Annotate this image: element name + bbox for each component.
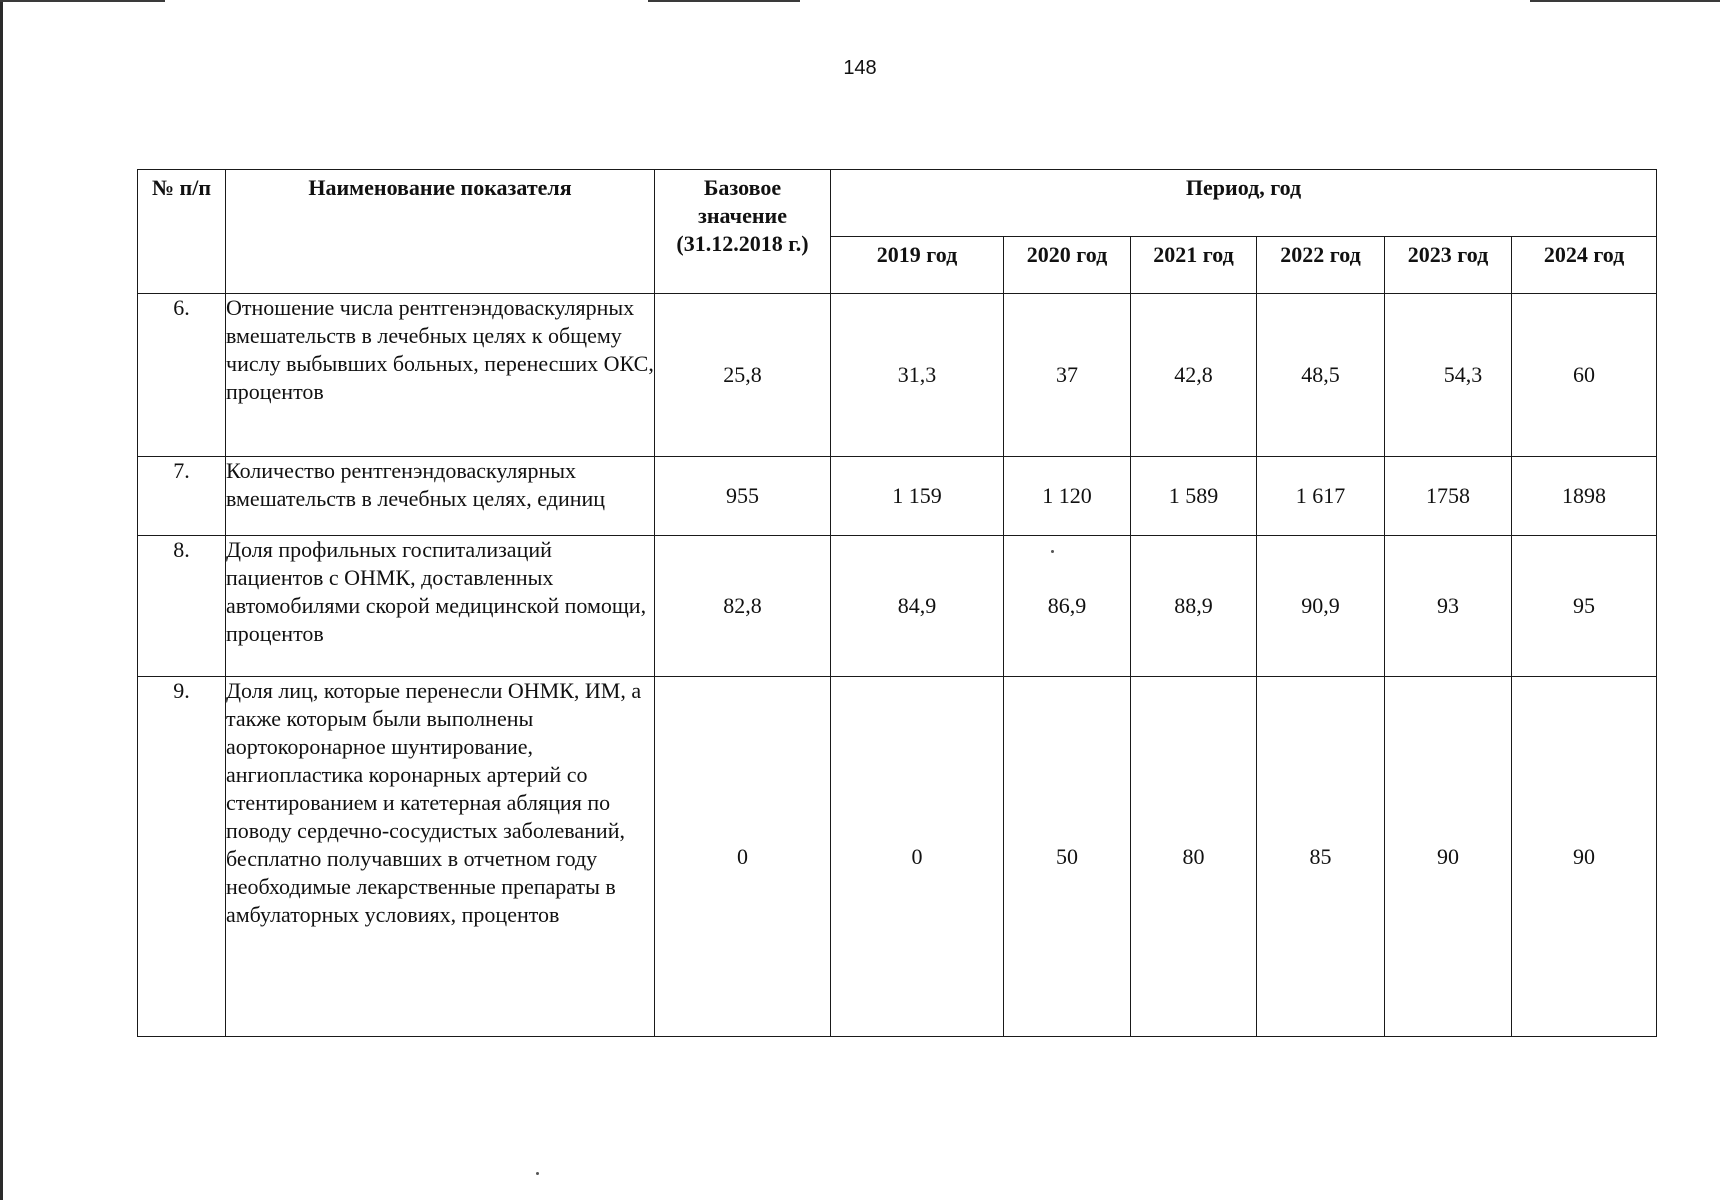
base-value: 25,8 (655, 294, 831, 457)
header-year: 2019 год (831, 237, 1004, 294)
header-year: 2023 год (1385, 237, 1512, 294)
header-name: Наименование показателя (226, 170, 655, 294)
year-value: 1 589 (1131, 457, 1257, 536)
row-number: 8. (138, 536, 226, 677)
year-value: 88,9 (1131, 536, 1257, 677)
indicators-table (137, 169, 1657, 1037)
year-value: 84,9 (831, 536, 1004, 677)
scan-speck (536, 1172, 539, 1175)
year-value: 50 (1004, 677, 1131, 1037)
base-value: 955 (655, 457, 831, 536)
year-value: 37 (1004, 294, 1131, 457)
year-value: 90 (1385, 677, 1512, 1037)
table-row (138, 677, 1657, 1037)
header-num: № п/п (138, 170, 226, 294)
scan-edge-left (0, 0, 3, 1200)
year-value: 95 (1512, 536, 1657, 677)
scan-edge-top-middle (648, 0, 800, 2)
year-value: 0 (831, 677, 1004, 1037)
year-value: 1 159 (831, 457, 1004, 536)
indicator-name: Отношение числа рентгенэндоваскулярных вмешательств в лечебных целях к общему числу выбывших больных, перенесших ОКС, процентов (226, 294, 655, 457)
year-value: 86,9 (1004, 536, 1131, 677)
header-year: 2021 год (1131, 237, 1257, 294)
row-number: 9. (138, 677, 226, 1037)
year-value: 42,8 (1131, 294, 1257, 457)
page-number: 148 (843, 57, 877, 79)
year-value: 85 (1257, 677, 1385, 1037)
year-value: 90,9 (1257, 536, 1385, 677)
header-year: 2024 год (1512, 237, 1657, 294)
header-row-top (138, 170, 1657, 237)
header-base: Базовое значение (31.12.2018 г.) (655, 170, 831, 294)
year-value: 31,3 (831, 294, 1004, 457)
header-year: 2020 год (1004, 237, 1131, 294)
table-row (138, 294, 1657, 457)
indicator-name: Доля профильных госпитализаций пациентов с ОНМК, доставленных автомобилями скорой медицинской помощи, процентов (226, 536, 655, 677)
year-value: 54,3 (1385, 294, 1512, 457)
base-value: 82,8 (655, 536, 831, 677)
year-value: 90 (1512, 677, 1657, 1037)
year-value: 1898 (1512, 457, 1657, 536)
base-value: 0 (655, 677, 831, 1037)
table-row (138, 457, 1657, 536)
year-value: 1 617 (1257, 457, 1385, 536)
header-year: 2022 год (1257, 237, 1385, 294)
year-value: 80 (1131, 677, 1257, 1037)
year-value: 60 (1512, 294, 1657, 457)
header-period: Период, год (831, 170, 1657, 237)
scan-speck (1051, 550, 1054, 553)
year-value: 1758 (1385, 457, 1512, 536)
scan-edge-top-left (0, 0, 165, 2)
year-value: 93 (1385, 536, 1512, 677)
scan-edge-top-right (1530, 0, 1720, 2)
year-value: 48,5 (1257, 294, 1385, 457)
table-row (138, 536, 1657, 677)
row-number: 6. (138, 294, 226, 457)
indicator-name: Количество рентгенэндоваскулярных вмешательств в лечебных целях, единиц (226, 457, 655, 536)
indicator-name: Доля лиц, которые перенесли ОНМК, ИМ, а также которым были выполнены аортокоронарное шунтирование, ангиопластика коронарных артерий со стентированием и катетерная абляция по поводу сердечно-сосудистых заболеваний, бесплатно получавших в отчетном году необходимые лекарственные препараты в амбулаторных условиях, процентов (226, 677, 655, 1037)
row-number: 7. (138, 457, 226, 536)
year-value: 1 120 (1004, 457, 1131, 536)
